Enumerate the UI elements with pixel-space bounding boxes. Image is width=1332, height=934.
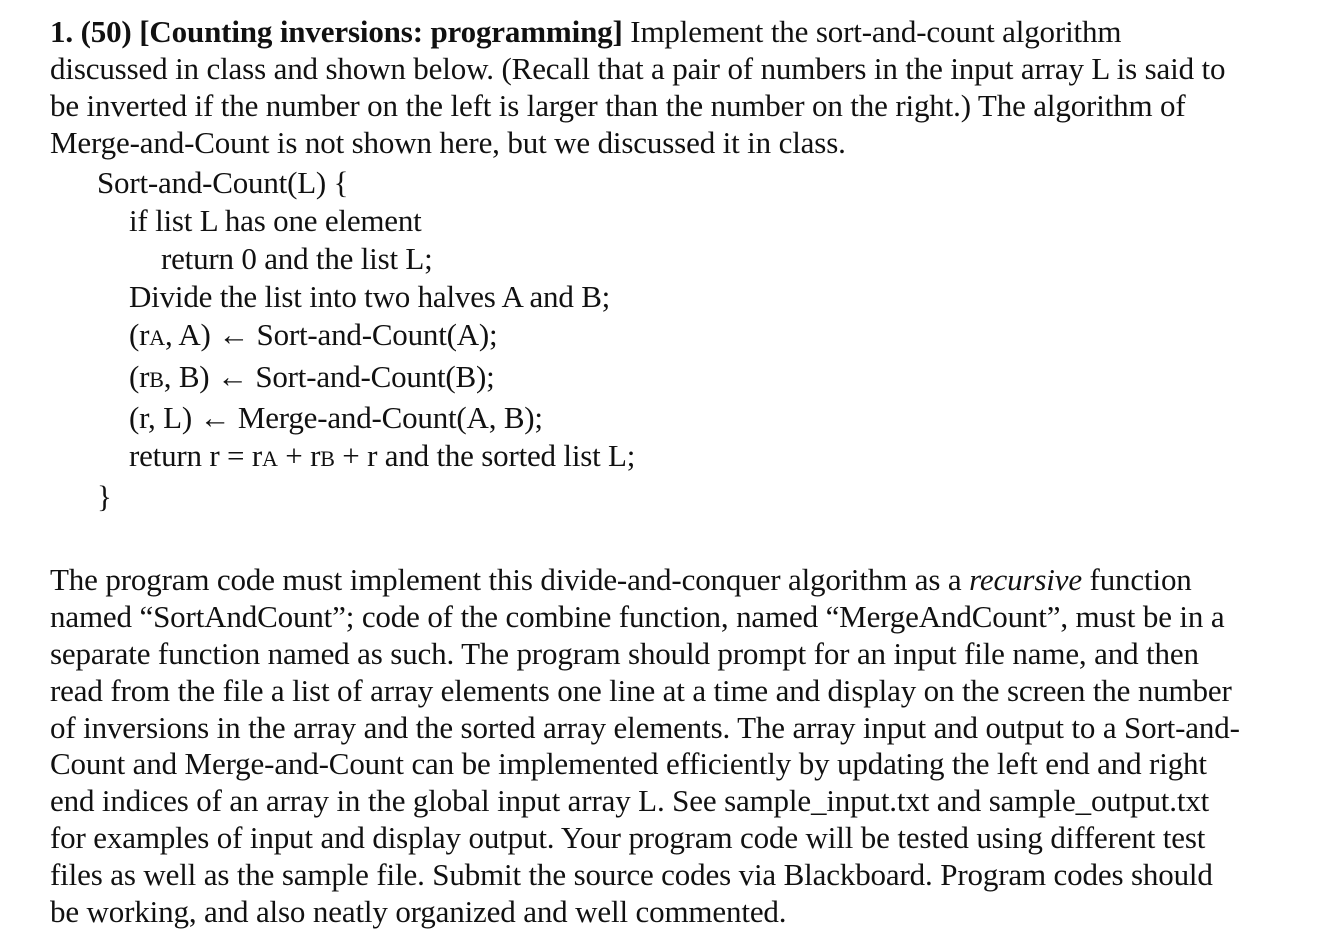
problem-intro-line-1	[50, 14, 1310, 51]
pseudocode-call-a	[50, 316, 1310, 357]
pseudocode-block	[50, 164, 1310, 517]
pseudocode-call-b	[50, 358, 1310, 399]
requirements-line-10: be working, and also neatly organized and well commented.	[50, 893, 787, 929]
return-final-post: + r and the sorted list L;	[334, 438, 636, 474]
pseudocode-header: Sort-and-Count(L) {	[97, 164, 349, 200]
problem-topic: [Counting inversions: programming]	[139, 14, 623, 49]
pseudocode-close: }	[97, 479, 112, 515]
problem-intro-text: Implement the sort-and-count algorithm	[622, 14, 1122, 49]
return-final-mid: + r	[277, 438, 321, 474]
call-b-subscript: B	[149, 366, 164, 392]
problem-intro-line-3: be inverted if the number on the left is larger than the number on the right.) The algorithm of	[50, 87, 1186, 123]
requirements-line-2: named “SortAndCount”; code of the combine function, named “MergeAndCount”, must be in a	[50, 599, 1225, 635]
program-requirements	[50, 562, 1310, 930]
return-final-subscript-b: B	[320, 446, 335, 472]
requirements-line-5: of inversions in the array and the sorted array elements. The array input and output to a Sort-and-	[50, 709, 1240, 745]
call-a-post: , A) ← Sort-and-Count(A);	[164, 317, 498, 353]
pseudocode-return-base: return 0 and the list L;	[161, 241, 433, 277]
call-a-pre: (r	[129, 317, 150, 353]
pseudocode-divide: Divide the list into two halves A and B;	[129, 279, 611, 315]
problem-points: (50)	[80, 14, 132, 49]
call-b-pre: (r	[129, 358, 150, 394]
pseudocode-return-final	[50, 437, 1310, 478]
requirements-line-3: separate function named as such. The program should prompt for an input file name, and then	[50, 636, 1199, 672]
return-final-subscript-a: A	[262, 446, 278, 472]
problem-number: 1.	[50, 14, 73, 49]
problem-intro-line-4: Merge-and-Count is not shown here, but we discussed it in class.	[50, 124, 846, 160]
assignment-document	[50, 14, 1310, 930]
pseudocode-merge: (r, L) ← Merge-and-Count(A, B);	[129, 399, 543, 435]
requirements-line-7: end indices of an array in the global input array L. See sample_input.txt and sample_output.txt	[50, 783, 1210, 819]
return-final-pre: return r = r	[129, 438, 262, 474]
requirements-line-9: files as well as the sample file. Submit the source codes via Blackboard. Program codes should	[50, 856, 1213, 892]
problem-intro	[50, 14, 1310, 162]
requirements-line-1-post: function	[1081, 562, 1192, 598]
call-a-subscript: A	[149, 325, 165, 351]
call-b-post: , B) ← Sort-and-Count(B);	[163, 358, 495, 394]
pseudocode-if-line: if list L has one element	[129, 202, 422, 238]
requirements-line-1-pre: The program code must implement this divide-and-conquer algorithm as a	[50, 562, 970, 598]
requirements-line-6: Count and Merge-and-Count can be implemented efficiently by updating the left end and right	[50, 746, 1207, 782]
requirements-line-4: read from the file a list of array elements one line at a time and display on the screen the number	[50, 672, 1232, 708]
problem-intro-line-2: discussed in class and shown below. (Recall that a pair of numbers in the input array L is said to	[50, 50, 1226, 86]
requirements-line-1	[50, 562, 1310, 599]
requirements-emphasis: recursive	[969, 562, 1082, 598]
requirements-line-8: for examples of input and display output. Your program code will be tested using different test	[50, 820, 1206, 856]
